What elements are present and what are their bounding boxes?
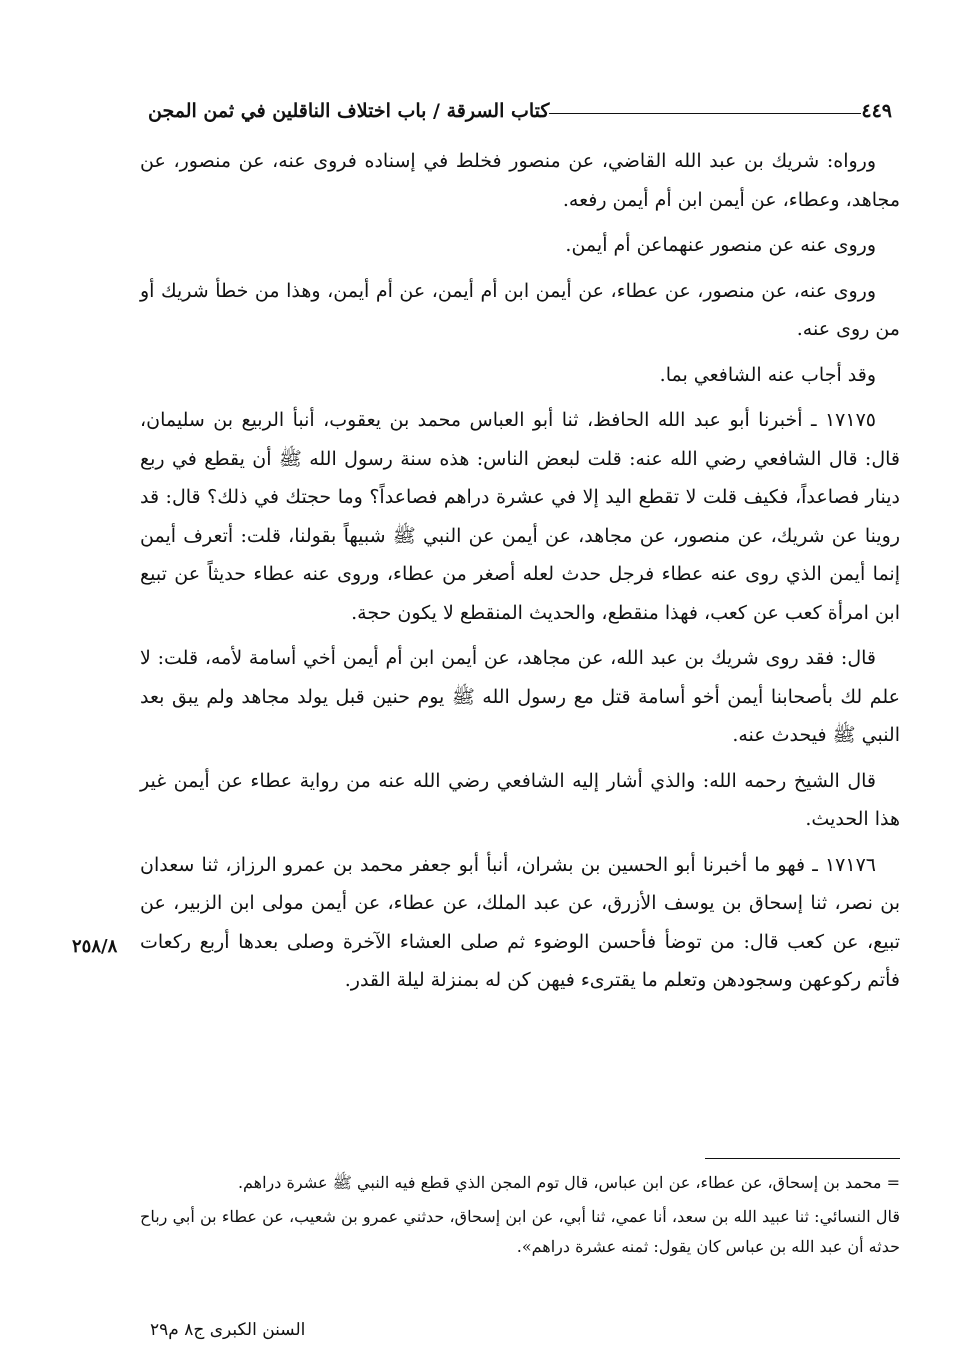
margin-reference: ٢٥٨/٨ <box>72 936 118 957</box>
paragraph: قال الشيخ رحمه الله: والذي أشار إليه الشافعي رضي الله عنه من رواية عطاء عن أيمن غير هذا الحديث. <box>140 769 900 830</box>
hadith-17176: ١٧١٧٦ ـ فهو ما أخبرنا أبو الحسين بن بشران، أنبأ أبو جعفر محمد بن عمرو الرزاز، ثنا سعدان بن نصر، ثنا إسحاق بن يوسف الأزرق، عن عبد الملك، عن عطاء، عن أيمن مولى ابن الزبير، عن تبيع، عن كعب قال: من توضأ فأحسن الوضوء ثم صلى العشاء الآخرة وصلى بعدها أربع ركعات فأتم ركوعهن وسجودهن وتعلم ما يقترىء فيهن كن له بمنزلة ليلة القدر. <box>140 853 900 991</box>
page-number: ٤٤٩ <box>861 100 892 122</box>
paragraph: وقد أجاب عنه الشافعي بما. <box>659 363 876 386</box>
signature-mark: السنن الكبرى ج٨ م٢٩ <box>150 1320 306 1340</box>
footnotes <box>140 1168 900 1266</box>
paragraph: وروى عنه، عن منصور، عن عطاء، عن أيمن ابن أم أيمن، عن أم أيمن، وهذا من خطأ شريك أو من روى عنه. <box>140 279 900 340</box>
paragraph: قال: فقد روى شريك بن عبد الله، عن مجاهد، عن أيمن ابن أم أيمن أخي أسامة لأمه، قلت: لا علم لك بأصحابنا أيمن أخو أسامة قتل مع رسول الله ﷺ يوم حنين قبل يولد مجاهد ولم يبق بعد النبي ﷺ فيحدث عنه. <box>140 647 900 746</box>
paragraph: ورواه: شريك بن عبد الله القاضي، عن منصور فخلط في إسناده فروى عنه، عن منصور، عن مجاهد، وعطاء، عن أيمن ابن أم أيمن رفعه. <box>140 150 900 211</box>
page-header <box>140 88 900 122</box>
main-text <box>140 142 900 1007</box>
footnote: قال النسائي: ثنا عبيد الله بن سعد، أنا عمي، ثنا أبي، عن ابن إسحاق، حدثني عمرو بن شعيب، عن عطاء بن أبي رباح حدثه أن عبد الله بن عباس كان يقول: ثمنه عشرة دراهم». <box>140 1207 900 1256</box>
hadith-17175: ١٧١٧٥ ـ أخبرنا أبو عبد الله الحافظ، ثنا أبو العباس محمد بن يعقوب، أنبأ الربيع بن سليمان، قال: قال الشافعي رضي الله عنه: قلت لبعض الناس: هذه سنة رسول الله ﷺ أن يقطع في ربع دينار فصاعداً، فكيف قلت لا تقطع اليد إلا في عشرة دراهم فصاعداً؟ وما حجتك في ذلك؟ قال: قد روينا عن شريك، عن منصور، عن مجاهد، عن أيمن عن النبي ﷺ شبيهاً بقولنا، قلت: أتعرف أيمن إنما أيمن الذي روى عنه عطاء فرجل حدث لعله أصغر من عطاء، وروى عنه عطاء حديثاً عن تبيع ابن امرأة كعب عن كعب، فهذا منقطع، والحديث المنقطع لا يكون حجة. <box>140 409 900 624</box>
footnote-divider <box>705 1158 900 1159</box>
paragraph: وروى عنه عن منصور عنهماعن أم أيمن. <box>565 234 876 256</box>
header-rule <box>549 113 861 114</box>
running-title: كتاب السرقة / باب اختلاف الناقلين في ثمن المجن <box>148 100 550 122</box>
footnote: = محمد بن إسحاق، عن عطاء، عن ابن عباس، قال توم المجن الذي قطع فيه النبي ﷺ عشرة دراهم. <box>237 1173 900 1192</box>
